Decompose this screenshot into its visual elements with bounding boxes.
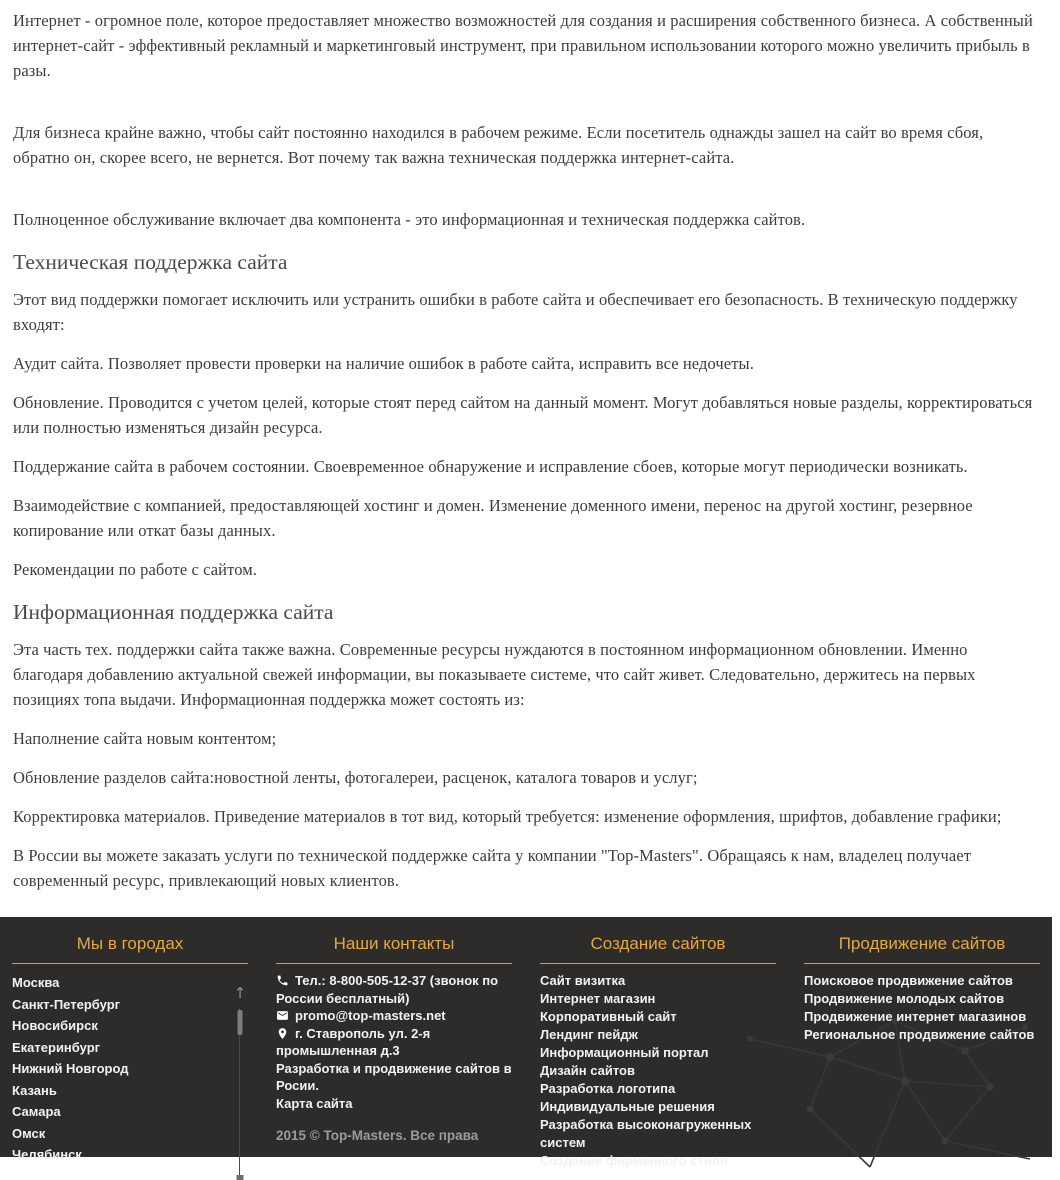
scroll-down-arrow-icon[interactable] (237, 1175, 244, 1180)
cities-list (12, 972, 248, 1166)
section-heading-info-support: Информационная поддержка сайта (13, 600, 334, 624)
footer-link[interactable]: Разработка логотипа (540, 1081, 676, 1096)
footer-link[interactable]: Продвижение интернет магазинов (804, 1009, 1027, 1024)
footer-link[interactable]: Продвижение молодых сайтов (804, 991, 1005, 1006)
email-address[interactable]: promo@top-masters.net (295, 1008, 446, 1023)
email-line (276, 1007, 512, 1025)
sitemap-line (276, 1095, 512, 1113)
paragraph-tech-intro: Этот вид поддержки помогает исключить или устранить ошибки в работе сайта и обеспечивает его безопасность. В техническую поддержку входят: (13, 290, 1018, 334)
tagline-line (276, 1060, 512, 1095)
footer-column-contacts (276, 934, 512, 1170)
paragraph-intro: Интернет - огромное поле, которое предоставляет множество возможностей для создания и расширения собственного бизнеса. А собственный интернет-сайт - эффективный рекламный и маркетинговый инструмент, при правильном использовании которого можно увеличить прибыль в разы. (13, 11, 1033, 80)
footer-columns (0, 917, 1052, 1170)
city-link[interactable]: Омск (12, 1125, 46, 1141)
footer-heading-site-promotion: Продвижение сайтов (804, 934, 1040, 964)
footer-link[interactable]: Создание фирменного стиля (540, 1153, 728, 1168)
footer-link[interactable]: Информационный портал (540, 1045, 709, 1060)
postal-address: г. Ставрополь ул. 2-я промышленная д.3 (276, 1025, 431, 1058)
city-link[interactable]: Новосибирск (12, 1018, 98, 1033)
paragraph-uptime: Для бизнеса крайне важно, чтобы сайт постоянно находился в рабочем режиме. Если посетитель однажды зашел на сайт во время сбоя, обратно он, скорее всего, не вернется. Вот почему так важна техническая поддержка интернет-сайта. (13, 123, 984, 167)
paragraph-update: Обновление. Проводится с учетом целей, которые стоят перед сайтом на данный момент. Могут добавляться новые разделы, корректироваться или полностью изменяться дизайн ресурса. (13, 393, 1033, 437)
footer-heading-site-creation: Создание сайтов (540, 934, 776, 964)
city-link[interactable]: Москва (12, 975, 60, 990)
footer-link[interactable]: Лендинг пейдж (540, 1027, 638, 1042)
footer-heading-cities: Мы в городах (12, 934, 248, 964)
scrollbar-thumb[interactable] (238, 1010, 243, 1035)
footer-column-cities (12, 934, 248, 1170)
paragraph-audit: Аудит сайта. Позволяет провести проверки на наличие ошибок в работе сайта, исправить все недочеты. (13, 354, 754, 373)
paragraph-materials: Корректировка материалов. Приведение материалов в тот вид, который требуется: изменение оформления, шрифтов, добавление графики; (13, 807, 1002, 826)
footer-link[interactable]: Интернет магазин (540, 991, 656, 1006)
footer-link[interactable]: Дизайн сайтов (540, 1063, 635, 1078)
site-promotion-list (804, 972, 1040, 1044)
sitemap-link[interactable]: Карта сайта (276, 1095, 353, 1111)
site-footer (0, 917, 1052, 1168)
footer-link[interactable]: Индивидуальные решения (540, 1099, 715, 1114)
footer-link[interactable]: Корпоративный сайт (540, 1009, 677, 1024)
paragraph-sections-update: Обновление разделов сайта:новостной ленты, фотогалереи, расценок, каталога товаров и услуг; (13, 768, 698, 787)
city-link[interactable]: Екатеринбург (12, 1039, 101, 1055)
location-icon (276, 1027, 290, 1040)
paragraph-outro: В России вы можете заказать услуги по технической поддержке сайта у компании "Top-Masters". Обращаясь к нам, владелец получает современный ресурс, привлекающий новых клиентов. (13, 846, 972, 890)
footer-heading-contacts: Наши контакты (276, 934, 512, 964)
paragraph-info-intro: Эта часть тех. поддержки сайта также важна. Современные ресурсы нуждаются в постоянном информационном обновлении. Именно благодаря добавлению актуальной свежей информации, вы показываете системе, что сайт живет. Следовательно, держитесь на первых позициях топа выдачи. Информационная поддержка может состоять из: (13, 640, 976, 709)
company-tagline: Разработка и продвижение сайтов в Росии. (276, 1060, 512, 1093)
phone-icon (276, 974, 290, 987)
footer-column-site-creation (540, 934, 776, 1170)
footer-link[interactable]: Разработка высоконагруженных систем (540, 1117, 752, 1150)
section-heading-technical-support: Техническая поддержка сайта (13, 250, 288, 274)
phone-number[interactable]: Тел.: 8-800-505-12-37 (звонок по России бесплатный) (276, 973, 499, 1006)
cities-scrollbar[interactable] (232, 986, 248, 1180)
city-link[interactable]: Челябинск (12, 1147, 82, 1162)
phone-line (276, 972, 512, 1007)
scroll-up-arrow-icon[interactable]: ↑ (233, 984, 247, 1002)
paragraph-recommendations: Рекомендации по работе с сайтом. (13, 560, 258, 579)
footer-link[interactable]: Сайт визитка (540, 973, 626, 988)
city-link[interactable]: Нижний Новгород (12, 1061, 129, 1076)
paragraph-components: Полноценное обслуживание включает два компонента - это информационная и техническая поддержка сайтов. (13, 210, 806, 229)
city-link[interactable]: Самара (12, 1104, 61, 1119)
paragraph-content-fill: Наполнение сайта новым контентом; (13, 729, 277, 748)
address-line (276, 1025, 512, 1060)
footer-link[interactable]: Региональное продвижение сайтов (804, 1027, 1035, 1042)
contacts-list (276, 972, 512, 1112)
email-icon (276, 1009, 290, 1022)
paragraph-maintenance: Поддержание сайта в рабочем состоянии. Своевременное обнаружение и исправление сбоев, которые могут периодически возникать. (13, 457, 968, 476)
footer-column-site-promotion (804, 934, 1040, 1170)
paragraph-hosting: Взаимодействие с компанией, предоставляющей хостинг и домен. Изменение доменного имени, перенос на другой хостинг, резервное копирование или откат базы данных. (13, 496, 973, 540)
site-creation-list (540, 972, 776, 1170)
footer-link[interactable]: Поисковое продвижение сайтов (804, 973, 1013, 988)
city-link[interactable]: Санкт-Петербург (12, 996, 121, 1012)
copyright-text: 2015 © Top-Masters. Все права (276, 1128, 479, 1143)
city-link[interactable]: Казань (12, 1082, 57, 1098)
